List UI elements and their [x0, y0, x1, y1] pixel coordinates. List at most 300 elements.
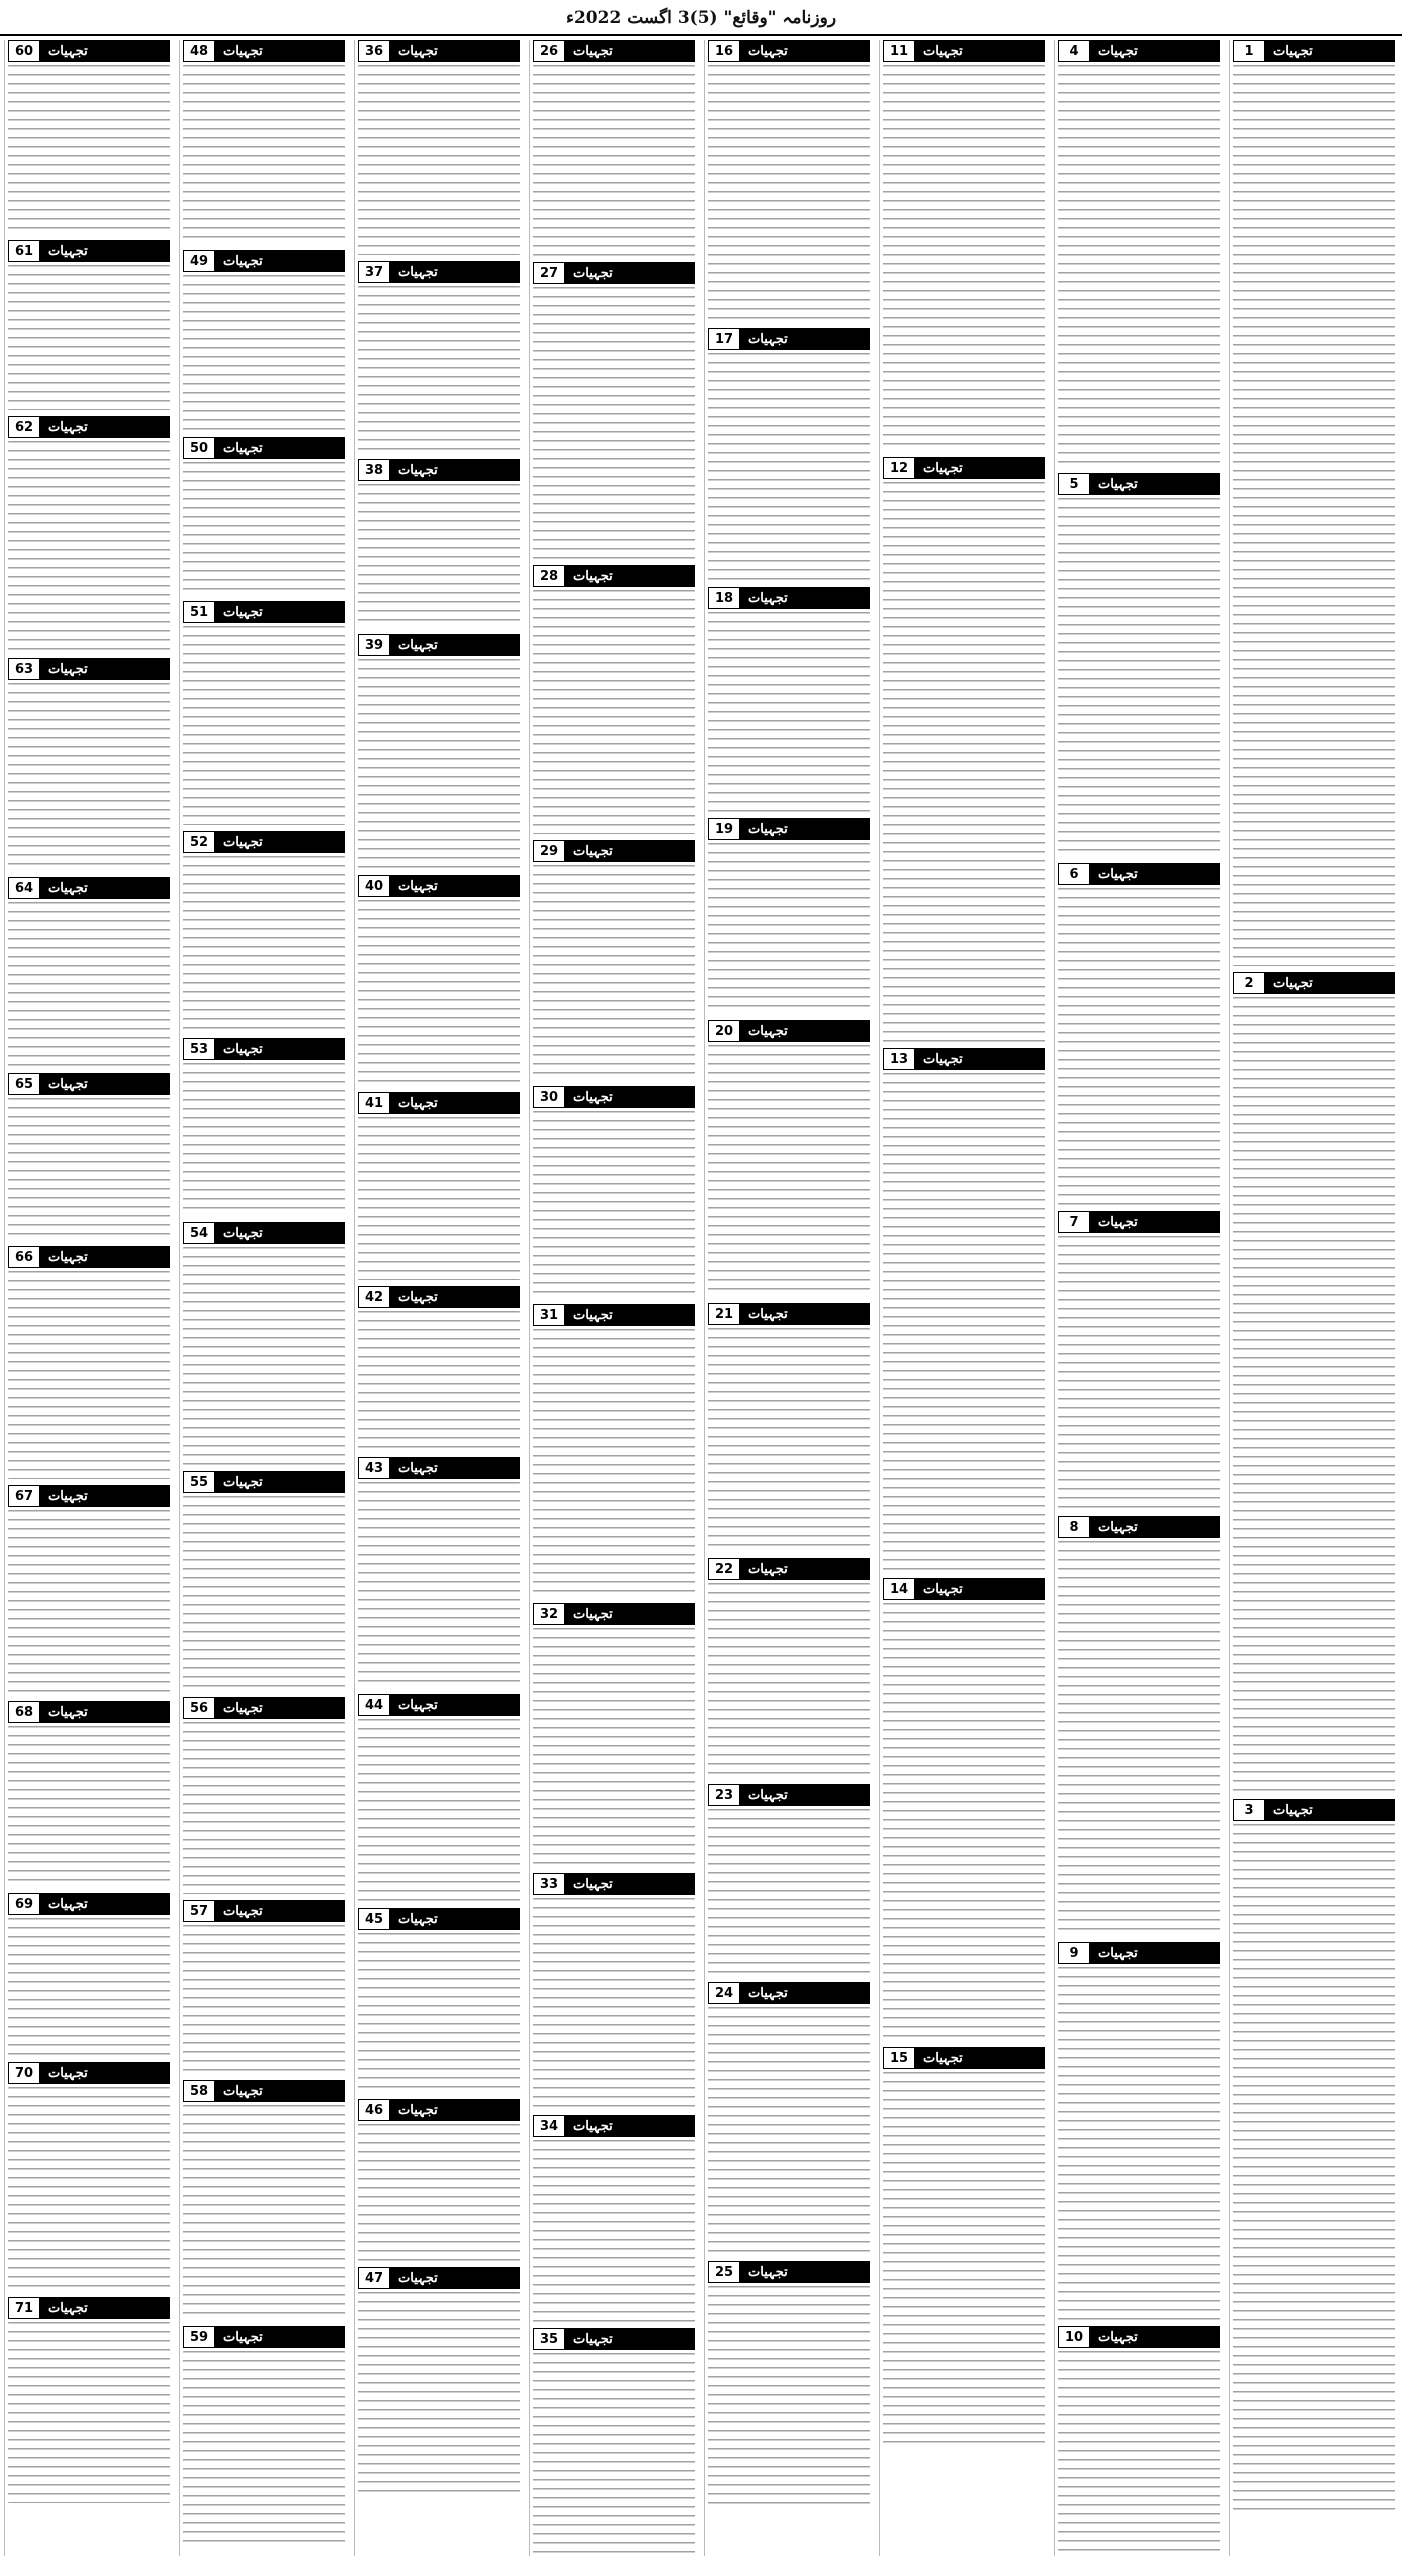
article-label: تجہیات: [1090, 1516, 1220, 1538]
article-body-lines: [183, 1925, 345, 2074]
article-number: 13: [883, 1048, 915, 1070]
article-number: 3: [1233, 1799, 1265, 1821]
article-body-lines: [8, 265, 170, 410]
article-label: تجہیات: [40, 2297, 170, 2319]
article-block: [1058, 1942, 1220, 2320]
article-block: [8, 877, 170, 1067]
article-body-lines: [533, 2353, 695, 2556]
article-body-lines: [533, 590, 695, 834]
article-number: 23: [708, 1784, 740, 1806]
article-header: [533, 1873, 695, 1895]
article-header: [358, 40, 520, 62]
article-header: [8, 240, 170, 262]
article-block: [708, 1982, 870, 2255]
article-body-lines: [1233, 1824, 1395, 2516]
article-header: [708, 818, 870, 840]
article-label: تجہیات: [565, 1873, 695, 1895]
article-header: [183, 831, 345, 853]
article-body-lines: [358, 484, 520, 628]
article-number: 41: [358, 1092, 390, 1114]
article-number: 40: [358, 875, 390, 897]
article-header: [533, 40, 695, 62]
article-block: [883, 1048, 1045, 1572]
article-label: تجہیات: [40, 40, 170, 62]
article-body-lines: [358, 2124, 520, 2261]
article-body-lines: [1058, 1236, 1220, 1510]
article-header: [1058, 2326, 1220, 2348]
article-label: تجہیات: [740, 1558, 870, 1580]
article-block: [183, 250, 345, 431]
article-body-lines: [183, 65, 345, 244]
article-label: تجہیات: [40, 1073, 170, 1095]
article-body-lines: [883, 482, 1045, 1042]
article-block: [533, 1304, 695, 1597]
article-header: [883, 457, 1045, 479]
article-number: 68: [8, 1701, 40, 1723]
article-number: 43: [358, 1457, 390, 1479]
columns-container: [4, 40, 1398, 2556]
article-header: [533, 1086, 695, 1108]
article-header: [358, 1908, 520, 1930]
article-label: تجہیات: [40, 240, 170, 262]
article-block: [8, 240, 170, 410]
article-body-lines: [183, 1063, 345, 1216]
article-block: [358, 1908, 520, 2093]
article-block: [358, 1092, 520, 1280]
article-label: تجہیات: [390, 2267, 520, 2289]
article-label: تجہیات: [40, 1701, 170, 1723]
article-label: تجہیات: [215, 831, 345, 853]
article-block: [8, 1485, 170, 1695]
article-block: [708, 1784, 870, 1976]
article-label: تجہیات: [1265, 1799, 1395, 1821]
article-header: [8, 1893, 170, 1915]
article-header: [1058, 1942, 1220, 1964]
article-number: 47: [358, 2267, 390, 2289]
article-block: [358, 40, 520, 255]
article-label: تجہیات: [215, 1471, 345, 1493]
article-label: تجہیات: [215, 2080, 345, 2102]
article-label: تجہیات: [565, 565, 695, 587]
article-label: تجہیات: [1090, 40, 1220, 62]
article-body-lines: [883, 65, 1045, 451]
article-label: تجہیات: [215, 1900, 345, 1922]
article-header: [358, 1694, 520, 1716]
article-block: [358, 2099, 520, 2261]
article-header: [1233, 1799, 1395, 1821]
article-number: 39: [358, 634, 390, 656]
article-label: تجہیات: [215, 2326, 345, 2348]
article-label: تجہیات: [565, 2115, 695, 2137]
article-header: [183, 1471, 345, 1493]
article-label: تجہیات: [565, 840, 695, 862]
article-label: تجہیات: [215, 1697, 345, 1719]
article-block: [358, 875, 520, 1086]
article-label: تجہیات: [40, 1485, 170, 1507]
article-block: [1058, 863, 1220, 1205]
article-body-lines: [183, 1496, 345, 1691]
article-block: [183, 2080, 345, 2320]
article-body-lines: [533, 1111, 695, 1298]
article-body-lines: [358, 1311, 520, 1451]
article-number: 53: [183, 1038, 215, 1060]
article-number: 37: [358, 261, 390, 283]
article-label: تجہیات: [740, 40, 870, 62]
article-block: [533, 1873, 695, 2109]
article-block: [1058, 40, 1220, 467]
article-header: [358, 2267, 520, 2289]
article-block: [8, 1073, 170, 1240]
article-header: [183, 2326, 345, 2348]
article-block: [358, 2267, 520, 2494]
article-header: [1058, 1211, 1220, 1233]
article-number: 16: [708, 40, 740, 62]
article-block: [183, 1038, 345, 1216]
article-label: تجہیات: [565, 1603, 695, 1625]
article-header: [883, 1048, 1045, 1070]
article-label: تجہیات: [565, 2328, 695, 2350]
article-header: [183, 1038, 345, 1060]
article-block: [358, 1694, 520, 1902]
article-body-lines: [183, 1722, 345, 1894]
article-block: [8, 1246, 170, 1479]
article-number: 30: [533, 1086, 565, 1108]
article-body-lines: [183, 275, 345, 431]
article-body-lines: [183, 2105, 345, 2320]
article-block: [1233, 972, 1395, 1793]
article-header: [883, 1578, 1045, 1600]
article-header: [183, 250, 345, 272]
article-number: 24: [708, 1982, 740, 2004]
article-block: [1058, 1516, 1220, 1936]
article-block: [1058, 1211, 1220, 1510]
article-block: [708, 1303, 870, 1552]
article-label: تجہیات: [390, 1908, 520, 1930]
masthead-title: روزنامہ "وقائع" (5)3 اگست 2022ء: [565, 7, 837, 28]
newspaper-column: [529, 40, 698, 2556]
article-block: [183, 1471, 345, 1691]
article-header: [358, 634, 520, 656]
article-label: تجہیات: [740, 328, 870, 350]
article-header: [183, 2080, 345, 2102]
article-body-lines: [883, 1603, 1045, 2041]
article-header: [358, 261, 520, 283]
article-header: [533, 2115, 695, 2137]
article-body-lines: [8, 2087, 170, 2291]
article-body-lines: [183, 856, 345, 1032]
article-body-lines: [533, 1329, 695, 1597]
article-block: [358, 1286, 520, 1451]
article-number: 2: [1233, 972, 1265, 994]
article-block: [708, 1558, 870, 1778]
article-body-lines: [8, 1510, 170, 1695]
article-body-lines: [358, 659, 520, 869]
article-header: [8, 1701, 170, 1723]
article-block: [883, 1578, 1045, 2041]
article-block: [883, 40, 1045, 451]
article-body-lines: [8, 902, 170, 1067]
article-label: تجہیات: [390, 1092, 520, 1114]
article-label: تجہیات: [390, 261, 520, 283]
article-number: 32: [533, 1603, 565, 1625]
article-label: تجہیات: [390, 1457, 520, 1479]
article-body-lines: [708, 1328, 870, 1552]
article-number: 38: [358, 459, 390, 481]
article-number: 19: [708, 818, 740, 840]
article-header: [358, 2099, 520, 2121]
article-block: [8, 2297, 170, 2503]
article-block: [708, 2261, 870, 2506]
article-number: 54: [183, 1222, 215, 1244]
article-body-lines: [1233, 65, 1395, 966]
article-block: [533, 840, 695, 1080]
article-label: تجہیات: [915, 40, 1045, 62]
article-label: تجہیات: [915, 457, 1045, 479]
newspaper-column: [1054, 40, 1223, 2556]
article-body-lines: [1058, 1541, 1220, 1936]
article-header: [533, 262, 695, 284]
article-label: تجہیات: [740, 1020, 870, 1042]
article-block: [708, 1020, 870, 1297]
article-label: تجہیات: [390, 459, 520, 481]
article-block: [183, 831, 345, 1032]
article-header: [358, 459, 520, 481]
article-header: [1058, 863, 1220, 885]
article-number: 57: [183, 1900, 215, 1922]
article-body-lines: [1058, 498, 1220, 857]
article-number: 5: [1058, 473, 1090, 495]
article-block: [533, 2115, 695, 2322]
article-label: تجہیات: [1265, 40, 1395, 62]
article-header: [708, 40, 870, 62]
article-header: [533, 840, 695, 862]
article-header: [533, 1304, 695, 1326]
article-header: [183, 40, 345, 62]
article-number: 49: [183, 250, 215, 272]
article-body-lines: [708, 65, 870, 322]
article-label: تجہیات: [215, 601, 345, 623]
article-number: 60: [8, 40, 40, 62]
article-block: [8, 1893, 170, 2056]
article-number: 1: [1233, 40, 1265, 62]
article-header: [533, 565, 695, 587]
newspaper-column: [1229, 40, 1398, 2556]
article-header: [708, 587, 870, 609]
article-label: تجہیات: [740, 587, 870, 609]
article-header: [8, 877, 170, 899]
article-body-lines: [183, 462, 345, 595]
article-header: [183, 437, 345, 459]
article-block: [183, 1900, 345, 2074]
article-number: 25: [708, 2261, 740, 2283]
article-block: [358, 459, 520, 628]
article-number: 45: [358, 1908, 390, 1930]
newspaper-column: [4, 40, 173, 2556]
article-header: [8, 1246, 170, 1268]
article-block: [1233, 40, 1395, 966]
article-block: [358, 261, 520, 453]
article-number: 50: [183, 437, 215, 459]
article-header: [1233, 972, 1395, 994]
article-body-lines: [1058, 2351, 1220, 2556]
article-number: 4: [1058, 40, 1090, 62]
article-body-lines: [533, 287, 695, 559]
article-body-lines: [358, 900, 520, 1086]
article-body-lines: [8, 1271, 170, 1479]
article-block: [708, 328, 870, 581]
article-block: [183, 2326, 345, 2543]
article-header: [1058, 1516, 1220, 1538]
article-number: 10: [1058, 2326, 1090, 2348]
article-label: تجہیات: [1090, 473, 1220, 495]
article-block: [883, 2047, 1045, 2448]
article-body-lines: [708, 2286, 870, 2506]
article-label: تجہیات: [565, 262, 695, 284]
article-label: تجہیات: [740, 1303, 870, 1325]
article-label: تجہیات: [1090, 863, 1220, 885]
article-label: تجہیات: [740, 1982, 870, 2004]
article-header: [708, 1558, 870, 1580]
article-label: تجہیات: [40, 2062, 170, 2084]
article-label: تجہیات: [40, 416, 170, 438]
article-body-lines: [358, 1482, 520, 1688]
article-label: تجہیات: [565, 40, 695, 62]
article-number: 71: [8, 2297, 40, 2319]
article-header: [1058, 40, 1220, 62]
article-body-lines: [183, 2351, 345, 2543]
article-body-lines: [533, 1898, 695, 2109]
article-header: [708, 1784, 870, 1806]
article-number: 14: [883, 1578, 915, 1600]
article-block: [183, 1697, 345, 1894]
article-header: [883, 40, 1045, 62]
article-header: [358, 1286, 520, 1308]
article-block: [1058, 473, 1220, 857]
article-number: 62: [8, 416, 40, 438]
article-number: 67: [8, 1485, 40, 1507]
article-body-lines: [533, 2140, 695, 2322]
article-label: تجہیات: [565, 1304, 695, 1326]
article-block: [533, 2328, 695, 2556]
article-header: [358, 1457, 520, 1479]
article-body-lines: [8, 65, 170, 234]
article-number: 42: [358, 1286, 390, 1308]
article-label: تجہیات: [1090, 1211, 1220, 1233]
article-label: تجہیات: [40, 1246, 170, 1268]
article-body-lines: [1058, 888, 1220, 1205]
article-number: 55: [183, 1471, 215, 1493]
article-label: تجہیات: [740, 1784, 870, 1806]
article-header: [708, 1020, 870, 1042]
article-number: 48: [183, 40, 215, 62]
article-body-lines: [708, 353, 870, 581]
article-body-lines: [533, 865, 695, 1080]
article-label: تجہیات: [740, 818, 870, 840]
article-number: 11: [883, 40, 915, 62]
article-body-lines: [358, 2292, 520, 2494]
article-header: [708, 2261, 870, 2283]
article-header: [8, 1073, 170, 1095]
article-number: 63: [8, 658, 40, 680]
article-number: 8: [1058, 1516, 1090, 1538]
article-header: [358, 1092, 520, 1114]
article-label: تجہیات: [215, 40, 345, 62]
article-label: تجہیات: [565, 1086, 695, 1108]
article-number: 70: [8, 2062, 40, 2084]
article-body-lines: [358, 1117, 520, 1280]
article-number: 27: [533, 262, 565, 284]
newspaper-column: [879, 40, 1048, 2556]
article-block: [533, 1603, 695, 1867]
article-number: 64: [8, 877, 40, 899]
article-block: [183, 40, 345, 244]
article-label: تجہیات: [40, 1893, 170, 1915]
article-body-lines: [533, 1628, 695, 1867]
article-label: تجہیات: [1265, 972, 1395, 994]
article-header: [8, 2062, 170, 2084]
article-label: تجہیات: [215, 250, 345, 272]
article-number: 61: [8, 240, 40, 262]
article-number: 12: [883, 457, 915, 479]
article-block: [8, 1701, 170, 1887]
article-number: 26: [533, 40, 565, 62]
article-number: 56: [183, 1697, 215, 1719]
article-block: [708, 818, 870, 1014]
article-number: 18: [708, 587, 740, 609]
article-body-lines: [708, 612, 870, 812]
article-number: 46: [358, 2099, 390, 2121]
article-label: تجہیات: [390, 1286, 520, 1308]
article-number: 66: [8, 1246, 40, 1268]
article-block: [1058, 2326, 1220, 2556]
article-label: تجہیات: [215, 1222, 345, 1244]
newspaper-column: [704, 40, 873, 2556]
article-body-lines: [8, 1726, 170, 1887]
article-label: تجہیات: [740, 2261, 870, 2283]
article-body-lines: [183, 626, 345, 825]
article-body-lines: [358, 65, 520, 255]
article-block: [533, 565, 695, 834]
article-header: [533, 1603, 695, 1625]
article-number: 35: [533, 2328, 565, 2350]
article-number: 17: [708, 328, 740, 350]
article-block: [183, 437, 345, 595]
article-header: [8, 416, 170, 438]
article-label: تجہیات: [40, 877, 170, 899]
article-number: 6: [1058, 863, 1090, 885]
article-body-lines: [358, 1719, 520, 1902]
article-body-lines: [708, 843, 870, 1014]
article-block: [533, 40, 695, 256]
article-header: [533, 2328, 695, 2350]
article-block: [883, 457, 1045, 1042]
masthead: [0, 0, 1402, 36]
article-number: 51: [183, 601, 215, 623]
article-body-lines: [708, 1809, 870, 1976]
article-number: 33: [533, 1873, 565, 1895]
article-block: [533, 1086, 695, 1298]
article-body-lines: [708, 2007, 870, 2255]
newspaper-column: [179, 40, 348, 2556]
article-block: [533, 262, 695, 559]
article-number: 22: [708, 1558, 740, 1580]
article-header: [183, 1900, 345, 1922]
article-number: 34: [533, 2115, 565, 2137]
article-header: [708, 1303, 870, 1325]
article-block: [183, 1222, 345, 1465]
article-header: [1058, 473, 1220, 495]
article-body-lines: [1233, 997, 1395, 1793]
